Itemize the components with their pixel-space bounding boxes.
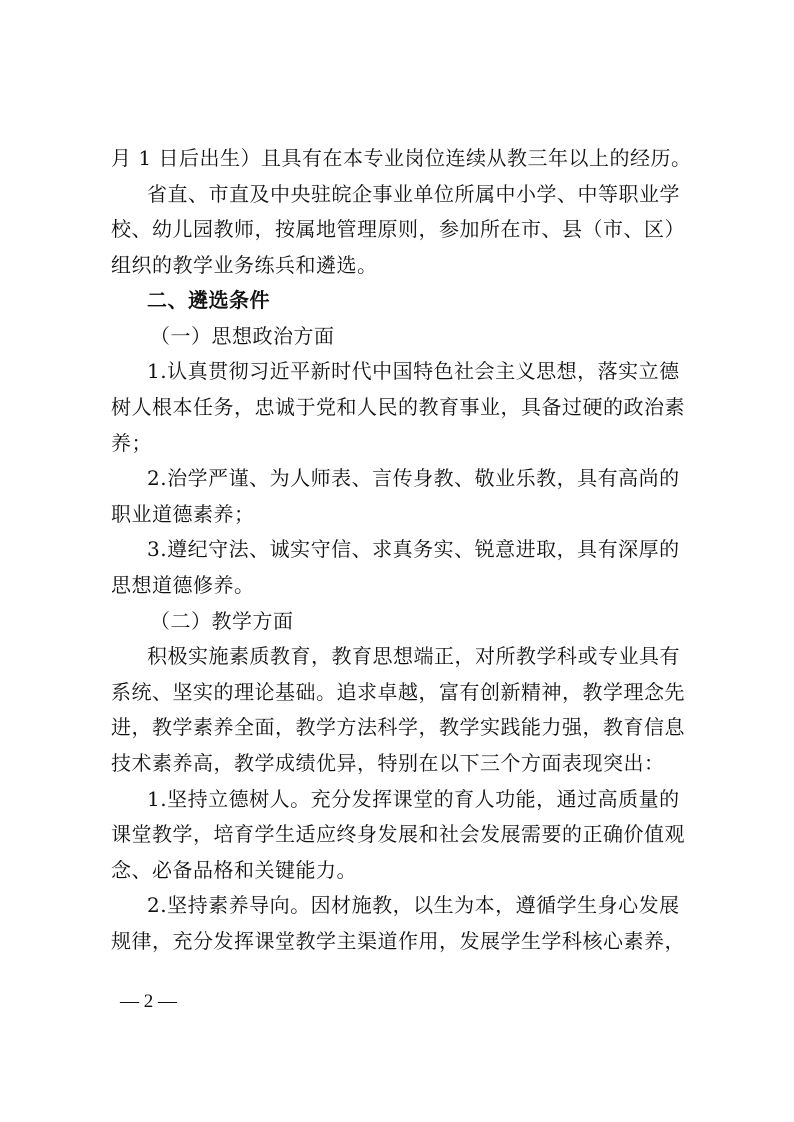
body-line-11: 职业道德素养；	[111, 502, 255, 526]
body-line-16: 系统、坚实的理论基础。追求卓越，富有创新精神，教学理念先	[111, 680, 685, 704]
body-line-21: 念、必备品格和关键能力。	[111, 858, 357, 882]
page-number: — 2 —	[120, 991, 177, 1012]
body-line-7: 1.认真贯彻习近平新时代中国特色社会主义思想，落实立德	[147, 359, 680, 383]
body-line-20: 课堂教学，培育学生适应终身发展和社会发展需要的正确价值观	[111, 822, 685, 846]
body-line-19: 1.坚持立德树人。充分发挥课堂的育人功能，通过高质量的	[147, 787, 680, 811]
body-line-8: 树人根本任务，忠诚于党和人民的教育事业，具备过硬的政治素	[111, 395, 685, 419]
body-line-17: 进，教学素养全面，教学方法科学，教学实践能力强，教育信息	[111, 715, 685, 739]
body-line-12: 3.遵纪守法、诚实守信、求真务实、锐意进取，具有深厚的	[147, 537, 680, 561]
body-line-15: 积极实施素质教育，教育思想端正，对所教学科或专业具有	[147, 644, 680, 668]
body-line-22: 2.坚持素养导向。因材施教，以生为本，遵循学生身心发展	[147, 893, 680, 917]
body-line-4: 组织的教学业务练兵和遴选。	[111, 253, 378, 277]
body-line-23: 规律，充分发挥课堂教学主渠道作用，发展学生学科核心素养，	[111, 929, 685, 953]
body-line-9: 养；	[111, 431, 152, 455]
body-line-3: 校、幼儿园教师，按属地管理原则，参加所在市、县（市、区）	[111, 217, 685, 241]
body-line-1: 月 1 日后出生）且具有在本专业岗位连续从教三年以上的经历。	[111, 146, 692, 170]
body-line-13: 思想道德修养。	[111, 573, 255, 597]
body-line-2: 省直、市直及中央驻皖企事业单位所属中小学、中等职业学	[147, 182, 680, 206]
subsection-heading-2: （二）教学方面	[150, 609, 294, 633]
body-line-18: 技术素养高，教学成绩优异，特别在以下三个方面表现突出：	[111, 751, 665, 775]
body-line-10: 2.治学严谨、为人师表、言传身教、敬业乐教，具有高尚的	[147, 466, 680, 490]
section-heading: 二、遴选条件	[147, 288, 270, 312]
subsection-heading-1: （一）思想政治方面	[150, 324, 335, 348]
